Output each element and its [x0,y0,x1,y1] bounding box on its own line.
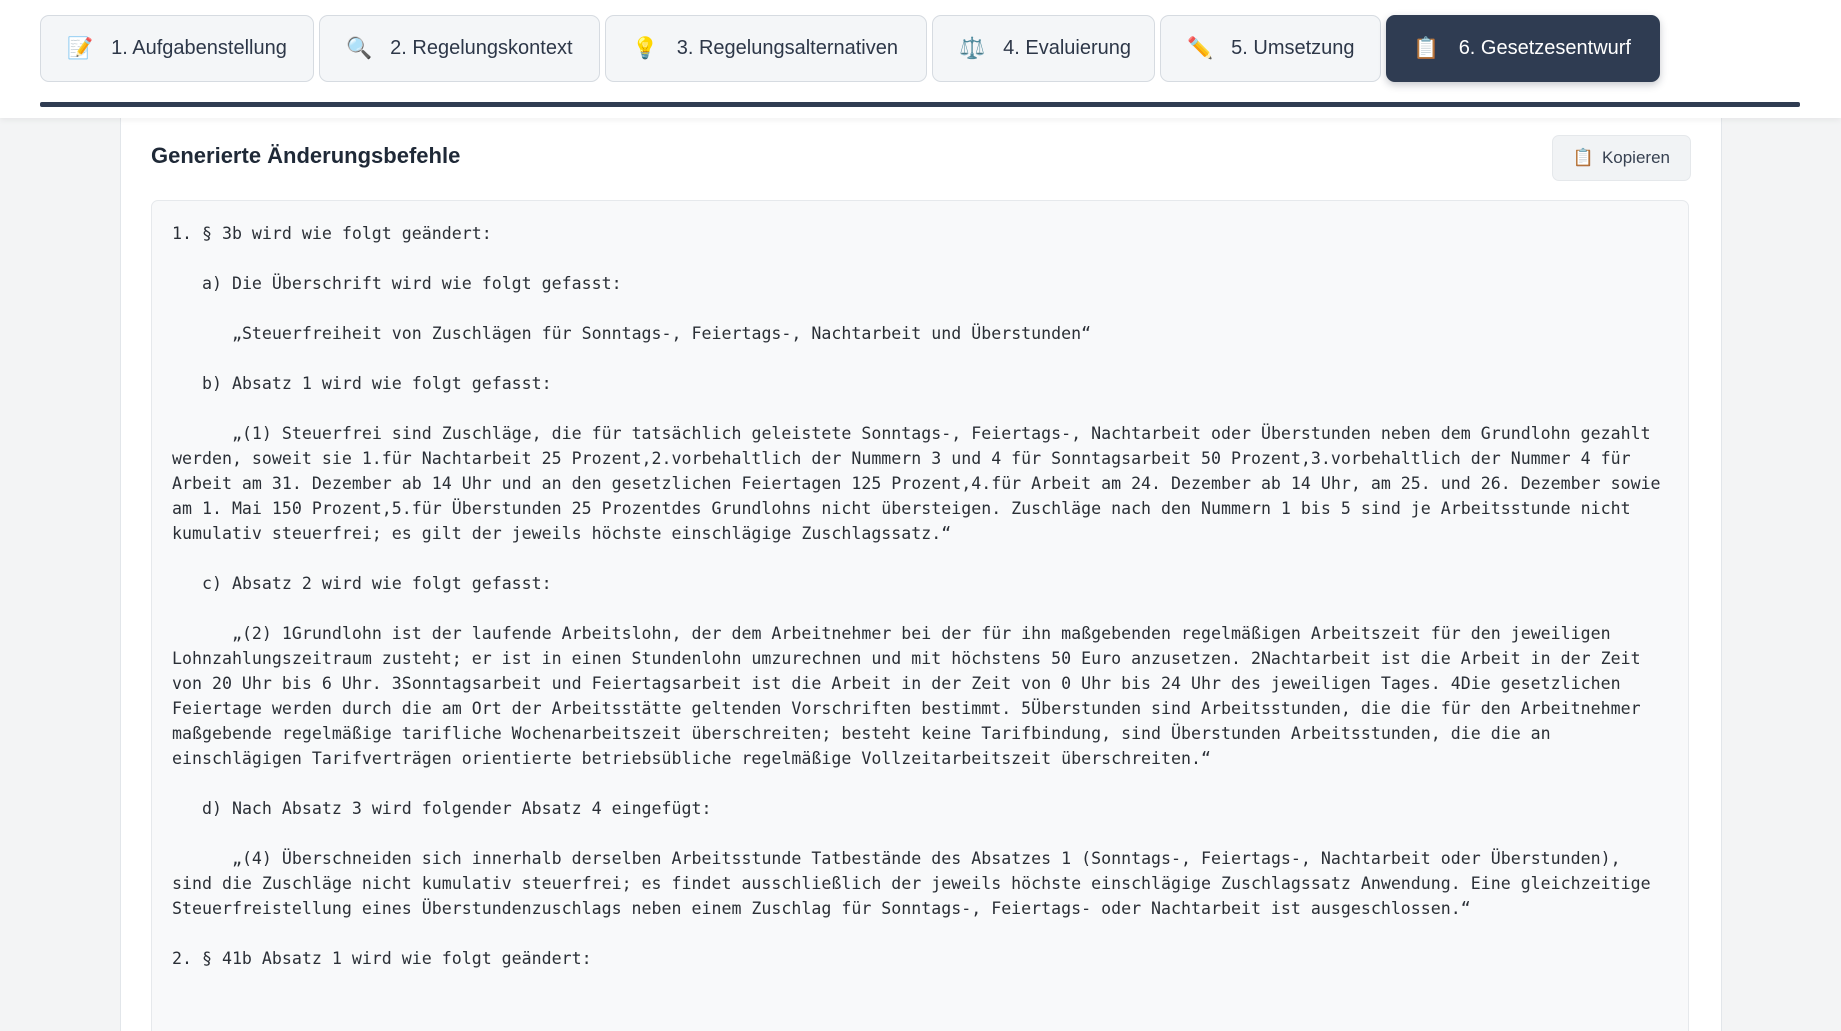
tab-label: 3. Regelungsalternativen [676,37,898,59]
clipboard-icon: 📋 [1572,148,1594,167]
scales-icon: ⚖️ [959,36,986,60]
tab-evaluierung[interactable] [932,15,1155,82]
tab-label: 6. Gesetzesentwurf [1458,37,1631,59]
tab-label: 1. Aufgabenstellung [111,37,287,59]
amendment-text-box[interactable] [151,200,1689,1031]
tab-umsetzung[interactable] [1160,15,1381,82]
copy-button[interactable] [1552,135,1691,181]
tab-regelungskontext[interactable] [319,15,600,82]
memo-icon: 📝 [67,36,94,60]
tab-label: 4. Evaluierung [1003,37,1132,59]
tab-gesetzesentwurf[interactable] [1386,15,1660,82]
pencil-icon: ✏️ [1187,36,1214,60]
card-title: Generierte Änderungsbefehle [151,143,461,168]
active-tab-underline [40,102,1800,107]
clipboard-icon: 📋 [1413,36,1440,60]
step-navigation-header [0,0,1841,118]
magnifier-icon: 🔍 [346,36,373,60]
amendment-text: 1. § 3b wird wie folgt geändert: a) Die Überschrift wird wie folgt gefasst: „Steuerfreiheit von Zuschlägen für Sonntags-, Feiertags-, Nachtarbeit und Überstunden“ b) Absatz 1 wird wie folgt gefasst: „(1) Steuerfrei sind Zuschläge, die für tatsächlich geleistete Sonntags-, Feiertags-, Nachtarbeit oder Überstunden neben dem Grundlohn gezahlt werden, soweit sie 1.für Nachtarbeit 25 Prozent,2.vorbehaltlich der Nummern 3 und 4 für Sonntagsarbeit 50 Prozent,3.vorbehaltlich der Nummer 4 für Arbeit am 31. Dezember ab 14 Uhr und an den gesetzlichen Feiertagen 125 Prozent,4.für Arbeit am 24. Dezember ab 14 Uhr, am 25. und 26. Dezember sowie am 1. Mai 150 Prozent,5.für Überstunden 25 Prozentdes Grundlohns nicht übersteigen. Zuschläge nach den Nummern 1 bis 5 sind je Arbeitsstunde nicht kumulativ steuerfrei; es gilt der jeweils höchste einschlägige Zuschlagssatz.“ c) Absatz 2 wird wie folgt gefasst: „(2) 1Grundlohn ist der laufende Arbeitslohn, der dem Arbeitnehmer bei der für ihn maßgebenden regelmäßigen Arbeitszeit für den jeweiligen Lohnzahlungszeitraum zusteht; er ist in einen Stundenlohn umzurechnen und mit höchstens 50 Euro anzusetzen. 2Nachtarbeit ist die Arbeit in der Zeit von 20 Uhr bis 6 Uhr. 3Sonntagsarbeit und Feiertagsarbeit ist die Arbeit in der Zeit von 0 Uhr bis 24 Uhr des jeweiligen Tages. 4Die gesetzlichen Feiertage werden durch die am Ort der Arbeitsstätte geltenden Vorschriften bestimmt. 5Überstunden sind Arbeitsstunden, die die für den Arbeitnehmer maßgebende regelmäßige tarifliche Wochenarbeitszeit überschreiten; besteht keine Tarifbindung, sind Überstunden Arbeitsstunden, die die an einschlägigen Tarifverträgen orientierte betriebsübliche regelmäßige Vollzeitarbeitszeit überschreiten.“ d) Nach Absatz 3 wird folgender Absatz 4 eingefügt: „(4) Überschneiden sich innerhalb derselben Arbeitsstunde Tatbestände des Absatzes 1 (Sonntags-, Feiertags-, Nachtarbeit oder Überstunden), sind die Zuschläge nicht kumulativ steuerfrei; es findet ausschließlich der jeweils höchste einschlägige Zuschlagssatz Anwendung. Eine gleichzeitige Steuerfreistellung eines Überstundenzuschlags neben einem Zuschlag für Sonntags-, Feiertags- oder Nachtarbeit ist ausgeschlossen.“ 2. § 41b Absatz 1 wird wie folgt geändert: [172,224,1661,968]
lightbulb-icon: 💡 [632,36,659,60]
copy-button-label: Kopieren [1601,148,1670,167]
tab-regelungsalternativen[interactable] [605,15,927,82]
tab-aufgabenstellung[interactable] [40,15,314,82]
step-tabs [40,15,1660,82]
tab-label: 2. Regelungskontext [390,37,573,59]
tab-label: 5. Umsetzung [1231,37,1355,59]
amendment-card [120,96,1722,1031]
